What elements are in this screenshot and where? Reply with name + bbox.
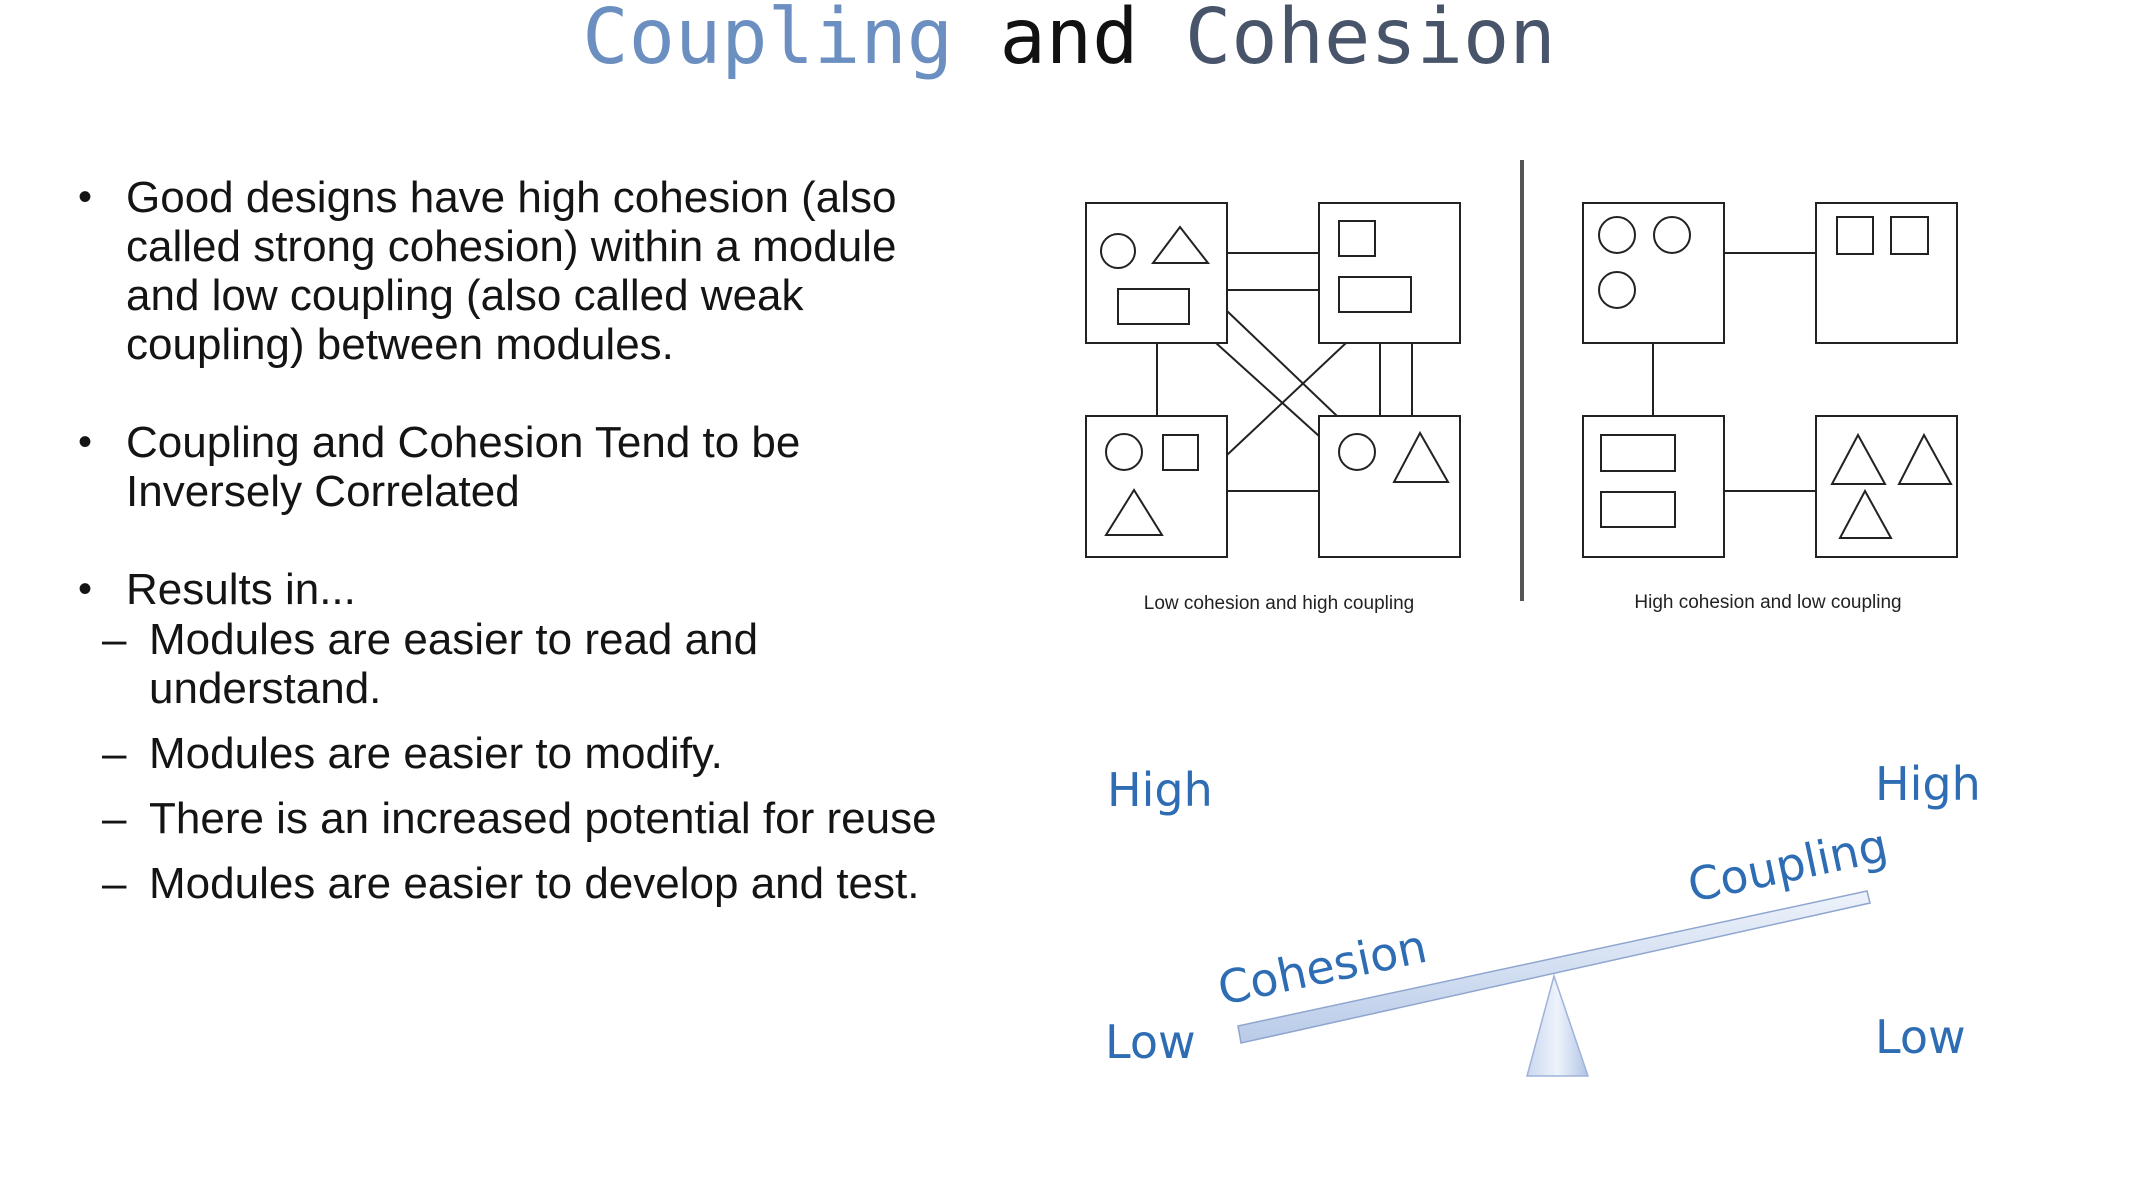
circle-shape xyxy=(1106,434,1142,470)
square-shape xyxy=(1163,435,1198,470)
label-low-right: Low xyxy=(1875,1010,1966,1064)
module-box xyxy=(1583,203,1724,343)
bullet-results-in: • Results in... xyxy=(78,565,978,614)
bullet-good-designs: • Good designs have high cohesion (also called strong cohesion) within a module and low coupling (also called weak coupling) between modules. xyxy=(78,173,978,369)
bullet-inversely-correlated: • Coupling and Cohesion Tend to be Inversely Correlated xyxy=(78,418,978,516)
triangle-shape xyxy=(1832,435,1885,484)
rect-shape xyxy=(1601,492,1675,527)
sub-bullet-develop: – Modules are easier to develop and test. xyxy=(78,859,978,908)
coupling-line xyxy=(1227,343,1346,455)
rect-shape xyxy=(1601,435,1675,471)
triangle-shape xyxy=(1840,491,1891,538)
sub-bullet-read: – Modules are easier to read and understand. xyxy=(78,615,978,713)
label-cohesion: Cohesion xyxy=(1213,918,1432,1016)
rect-shape xyxy=(1118,289,1189,324)
caption-low-cohesion: Low cohesion and high coupling xyxy=(1143,593,1415,614)
title-word-coupling: Coupling xyxy=(582,0,954,82)
module-box xyxy=(1319,416,1460,557)
square-shape xyxy=(1837,217,1873,254)
module-box xyxy=(1583,416,1724,557)
module-box xyxy=(1086,203,1227,343)
coupling-line xyxy=(1227,311,1337,416)
rect-shape xyxy=(1339,277,1411,312)
module-box xyxy=(1816,416,1957,557)
module-box xyxy=(1319,203,1460,343)
circle-shape xyxy=(1654,217,1690,253)
sub-bullet-reuse: – There is an increased potential for reuse xyxy=(78,794,978,843)
label-coupling: Coupling xyxy=(1683,817,1893,913)
circle-shape xyxy=(1339,434,1375,470)
low-cohesion-diagram xyxy=(1086,203,1460,557)
triangle-shape xyxy=(1394,433,1448,482)
coupling-line xyxy=(1216,343,1319,436)
high-cohesion-diagram xyxy=(1583,203,1957,557)
square-shape xyxy=(1891,217,1928,254)
label-low-left: Low xyxy=(1105,1015,1196,1069)
label-high-left: High xyxy=(1107,763,1213,817)
circle-shape xyxy=(1599,217,1635,253)
triangle-shape xyxy=(1153,227,1208,263)
triangle-shape xyxy=(1106,490,1162,535)
sub-bullet-modify: – Modules are easier to modify. xyxy=(78,729,978,778)
title-word-cohesion: Cohesion xyxy=(1184,0,1556,82)
label-high-right: High xyxy=(1875,757,1981,811)
caption-high-cohesion: High cohesion and low coupling xyxy=(1634,592,1902,613)
triangle-shape xyxy=(1899,435,1951,484)
circle-shape xyxy=(1101,234,1135,268)
circle-shape xyxy=(1599,272,1635,308)
square-shape xyxy=(1339,221,1375,256)
title-word-and: and xyxy=(999,0,1139,82)
